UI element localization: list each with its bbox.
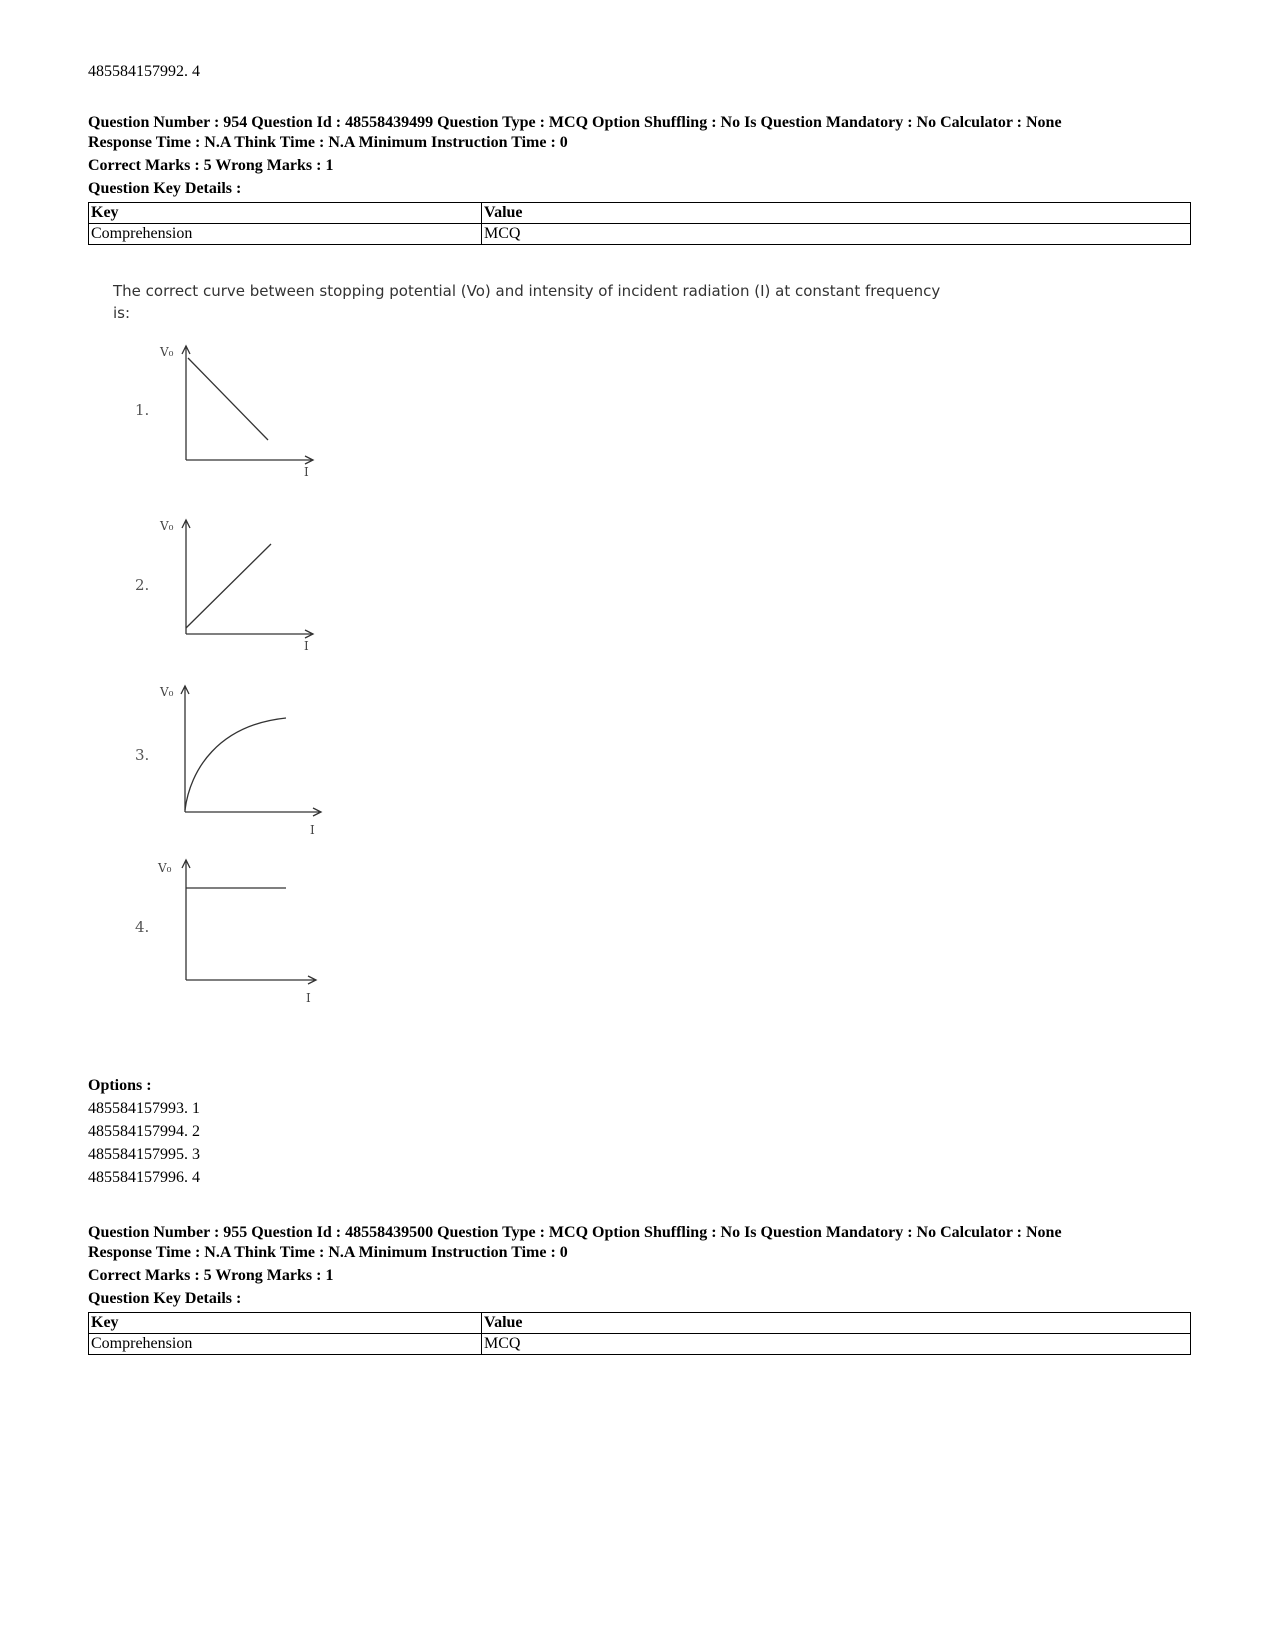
question-image [113, 280, 1013, 1070]
graph-3-saturating-curve [158, 680, 338, 840]
graph-2-curve [186, 544, 271, 628]
option-item: 485584157993. 1 [88, 1100, 200, 1117]
key-table-header-key: Key [89, 203, 482, 224]
options-block [88, 1074, 200, 1189]
graph-2-number: 2. [135, 576, 150, 594]
question-stem-line-2: is: [113, 304, 131, 322]
key-table-header-value: Value [482, 1313, 1191, 1334]
option-item: 485584157996. 4 [88, 1169, 200, 1186]
option-item: 485584157995. 3 [88, 1146, 200, 1163]
question-key-details-label: Question Key Details : [88, 1290, 242, 1307]
question-meta-line-1: Question Number : 954 Question Id : 48558439499 Question Type : MCQ Option Shuffling : No Is Question Mandatory : No Calculator : None [88, 114, 1062, 131]
key-table-cell-key: Comprehension [89, 1334, 482, 1355]
question-954 [88, 113, 1193, 245]
graph-1-number: 1. [135, 401, 150, 419]
graph-2-y-label: V₀ [160, 519, 174, 533]
graph-1-decreasing-line [158, 342, 338, 482]
key-table-header-row [89, 203, 1191, 224]
key-table-cell-value: MCQ [482, 1334, 1191, 1355]
graph-2-x-label: I [304, 639, 309, 653]
graph-4-x-label: I [306, 991, 311, 1005]
graph-4-y-label: V₀ [158, 861, 172, 875]
question-key-table [88, 202, 1191, 245]
graph-3-number: 3. [135, 746, 150, 764]
question-key-table [88, 1312, 1191, 1355]
graph-3-y-label: V₀ [160, 685, 174, 699]
question-955 [88, 1223, 1193, 1355]
graph-1-x-label: I [304, 465, 309, 479]
graph-1-y-label: V₀ [160, 345, 174, 359]
question-stem [113, 280, 993, 324]
graph-2-increasing-line [158, 516, 338, 656]
key-table-cell-key: Comprehension [89, 224, 482, 245]
question-marks: Correct Marks : 5 Wrong Marks : 1 [88, 157, 334, 174]
question-key-details-label: Question Key Details : [88, 180, 242, 197]
graph-3-x-label: I [310, 823, 315, 837]
key-table-cell-value: MCQ [482, 224, 1191, 245]
question-marks: Correct Marks : 5 Wrong Marks : 1 [88, 1267, 334, 1284]
key-table-row [89, 224, 1191, 245]
graph-3-curve [185, 718, 286, 810]
key-table-header-key: Key [89, 1313, 482, 1334]
graph-1-curve [188, 358, 268, 440]
question-meta-line-1: Question Number : 955 Question Id : 48558439500 Question Type : MCQ Option Shuffling : No Is Question Mandatory : No Calculator : None [88, 1224, 1062, 1241]
graph-4-horizontal-line [158, 858, 338, 1008]
graph-4-number: 4. [135, 918, 150, 936]
option-item: 485584157994. 2 [88, 1123, 200, 1140]
question-stem-line-1: The correct curve between stopping potential (Vo) and intensity of incident radiation (I) at constant frequency [113, 282, 941, 300]
key-table-header-row [89, 1313, 1191, 1334]
options-label: Options : [88, 1077, 152, 1094]
question-meta-line-2: Response Time : N.A Think Time : N.A Minimum Instruction Time : 0 [88, 134, 568, 151]
previous-option-text: 485584157992. 4 [88, 63, 200, 80]
key-table-header-value: Value [482, 203, 1191, 224]
question-meta-line-2: Response Time : N.A Think Time : N.A Minimum Instruction Time : 0 [88, 1244, 568, 1261]
key-table-row [89, 1334, 1191, 1355]
